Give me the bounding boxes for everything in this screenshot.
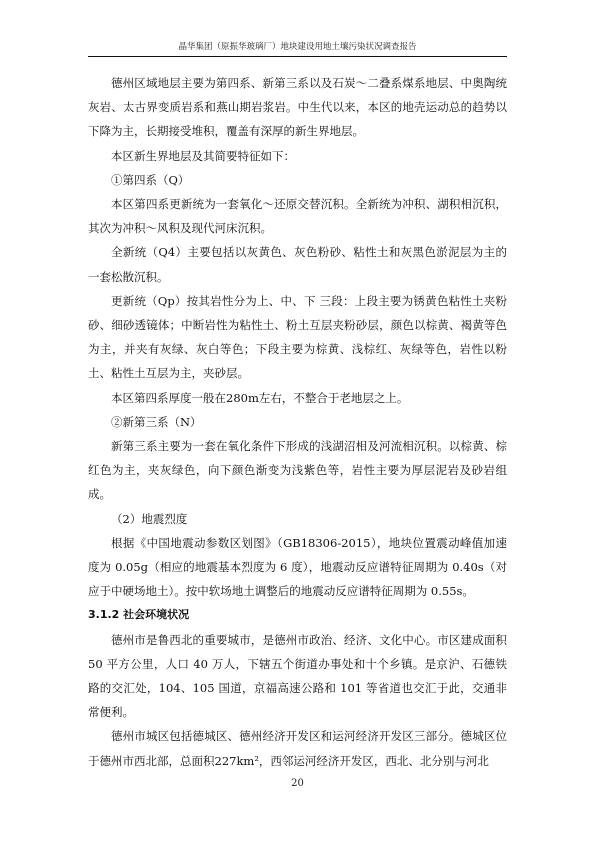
paragraph-cenozoic-intro: 本区新生界地层及其简要特征如下： [111,148,295,163]
subheading-neogene: ②新第三系（N） [111,414,202,429]
paragraph-neogene: 新第三系主要为一套在氧化条件下形成的浅湖沼相及河流相沉积。以棕黄、棕红色为主，夹灰绿色，向下颜色渐变为浅紫色等，岩性主要为厚层泥岩及砂岩组成。 [88,439,507,502]
document-body [88,71,507,773]
section-heading-social-environment: 3.1.2 社会环境状况 [88,608,190,622]
paragraph-pleistocene: 更新统（Qp）按其岩性分为上、中、下 三段：上段主要为锈黄色粘性土夹粉砂、细砂透镜体；中断岩性为粘性土、粉土互层夹粉砂层，颜色以棕黄、褐黄等色为主，并夹有灰绿、灰白等色；下段主要为棕黄、浅棕红、灰绿等色，岩性以粉土、粘性土互层为主，夹砂层。 [88,293,507,381]
paragraph-holocene: 全新统（Q4）主要包括以灰黄色、灰色粉砂、粘性土和灰黑色淤泥层为主的一套松散沉积。 [88,245,507,284]
subheading-quaternary: ①第四系（Q） [111,172,190,187]
page-number: 20 [291,778,304,789]
header-divider [88,56,507,57]
paragraph-quaternary-thickness: 本区第四系厚度一般在280m左右，不整合于老地层之上。 [111,390,409,405]
paragraph-stratigraphy-intro: 德州区域地层主要为第四系、新第三系以及石炭～二叠系煤系地层、中奥陶统灰岩、太古界变质岩系和燕山期岩浆岩。中生代以来，本区的地壳运动总的趋势以下降为主，长期接受堆积，覆盖有深厚的新生界地层。 [88,76,507,139]
paragraph-quaternary: 本区第四系更新统为一套氧化～还原交替沉积。全新统为冲积、湖积相沉积，其次为冲积～风积及现代河床沉积。 [88,197,507,236]
paragraph-seismic: 根据《中国地震动参数区划图》（GB18306-2015），地块位置震动峰值加速度为 0.05g（相应的地震基本烈度为 6 度），地震动反应谱特征周期为 0.40s（对应于中硬场地土）。按中软场地土调整后的地震动反应谱特征周期为 0.55s。 [88,535,507,599]
paragraph-dezhou-districts: 德州市城区包括德城区、德州经济开发区和运河经济开发区三部分。德城区位于德州市西北部，总面积227km²，西邻运河经济开发区，西北、北分别与河北 [88,729,507,768]
subheading-seismic-intensity: （2）地震烈度 [111,511,188,526]
paragraph-dezhou-city: 德州市是鲁西北的重要城市，是德州市政治、经济、文化中心。市区建成面积 50 平方公里，人口 40 万人，下辖五个街道办事处和十个乡镇。是京沪、石德铁路的交汇处，104、105 国道，京福高速公路和 101 等省道也交汇于此，交通非常便利。 [88,632,507,720]
page-header: 晶华集团（原振华玻璃厂）地块建设用地土壤污染状况调查报告 [178,42,417,52]
